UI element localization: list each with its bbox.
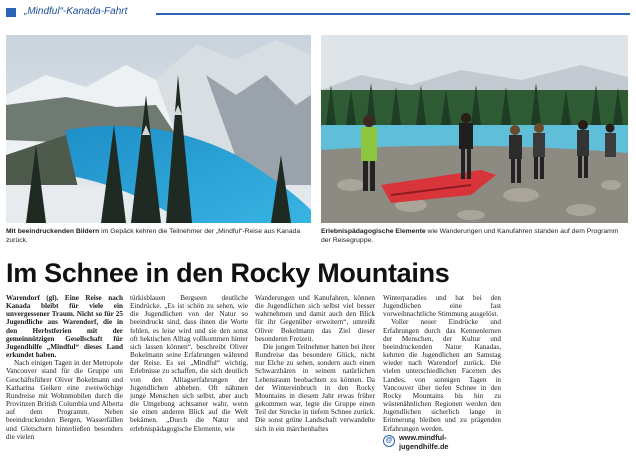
kicker-label: „Mindful“-Kanada-Fahrt — [24, 6, 128, 17]
article-column-2 — [130, 294, 248, 454]
photo-caption-right — [321, 228, 628, 245]
section-header — [6, 5, 630, 21]
caption-left-bold: Mit beeindruckenden Bildern — [6, 228, 100, 235]
caption-right-bold: Erlebnispädagogische Elemente — [321, 228, 426, 235]
website-link[interactable] — [383, 434, 501, 454]
kicker-marker — [6, 8, 16, 17]
globe-icon: @ — [383, 435, 395, 447]
website-line-2: jugendhilfe.de — [399, 441, 449, 451]
article-paragraph: Wanderungen und Kanufahren, können die Jugendlichen sich selbst viel besser wahrnehmen und damit auch den Blick für ihr Gegenüber erweitern“, umreißt Oliver Bokelmann das Ziel dieser besonderen Freizeit. — [255, 294, 375, 343]
article-column-3 — [255, 294, 375, 454]
caption-right-text: wie Wanderungen und Kanufahren standen auf dem Programm der Reisegruppe. — [321, 228, 619, 244]
caption-left-text: im Gepäck kehren die Teilnehmer der „Mindful“-Reise aus Kanada zurück. — [6, 228, 301, 244]
article-column-1 — [6, 294, 123, 454]
photo-mountain-lake — [6, 35, 311, 223]
header-rule — [156, 13, 630, 15]
photo-caption-left — [6, 228, 311, 245]
article-paragraph: Nach einigen Tagen in der Metropole Vancouver stand für die Gruppe um Geschäftsführer Oliver Bokelmann und Katharina Geiken eine zweiwöchige Rundreise mit Wohnmobilen durch die Provinzen British Columbia und Alberta auf dem Programm. Neben beeindruckenden Bergen, Wasserfällen und Gletschern hinterließen besonders die vielen — [6, 359, 123, 441]
website-text — [399, 434, 448, 451]
photo-canoe-group — [321, 35, 628, 223]
article-paragraph: Die jungen Teilnehmer hatten bei ihrer Rundreise das besondere Glück, nicht nur Elche zu sehen, sondern auch einen Schwarzbären in seinem natürlichen Lebensraum beobachten zu können. Da der Wintereinbruch in den Rocky Mountains in diesem Jahr etwas früher gekommen war, legte die Gruppe einen Teil der Strecke in tiefem Schnee zurück. Die sonst grüne Landschaft verwandelte sich in ein märchenhaftes — [255, 342, 375, 433]
article-paragraph: Winterparadies und hat bei den Jugendlichen eine fast vorweihnachtliche Stimmung ausgelöst. — [383, 294, 501, 319]
article-headline: Im Schnee in den Rocky Mountains — [6, 258, 450, 288]
website-line-1: www.mindful- — [399, 433, 447, 442]
article-column-4 — [383, 294, 501, 432]
article-lead: Warendorf (gl). Eine Reise nach Kanada bleibt für viele ein unvergessener Traum. Nicht so für 25 Jugendliche aus Warendorf, die in den Herbstferien mit der gemeinnützigen Gesellschaft für Jugendhilfe „Mindful“ dieses Land erkundet haben. — [6, 294, 123, 360]
article-paragraph: türkisblauen Bergseen deutliche Eindrücke. „Es ist schön zu sehen, wie die Jugendlichen von der Natur so beeindruckt sind, dass ihnen die Worte fehlen, es leise wird und sie den sonst oft hektischen Alltag vollkommen hinter sich lassen können“, beschreibt Oliver Bokelmann seine Erfahrungen während der Reise. Es sei „Mindful“ wichtig, Erlebnisse zu schaffen, die sich deutlich von den Alltagserfahrungen der Jugendlichen abheben. Oft nähmen junge Menschen sich selbst, aber auch die Umgebung achtsamer wahr, wenn sie einen anderen Blick auf die Welt bekämen. „Durch die Natur und erlebnispädagogische Elemente, wie — [130, 294, 248, 433]
article-paragraph: Voller neuer Eindrücke und Erfahrungen durch das Kennenlernen der Menschen, der Kultur und beeindruckenden Natur Kanadas, kehrten die Jugendlichen am Samstag wieder nach Warendorf zurück. Die vielen unterschiedlichen Facetten des Landes, von sonnigen Tagen in Vancouver über tiefen Schnee in den Rocky Mountains bis hin zu wüstenähnlichen Regionen werden den Jugendlichen sicherlich lange in Erinnerung bleiben und zu prägenden Erfahrungen werden. — [383, 318, 501, 432]
